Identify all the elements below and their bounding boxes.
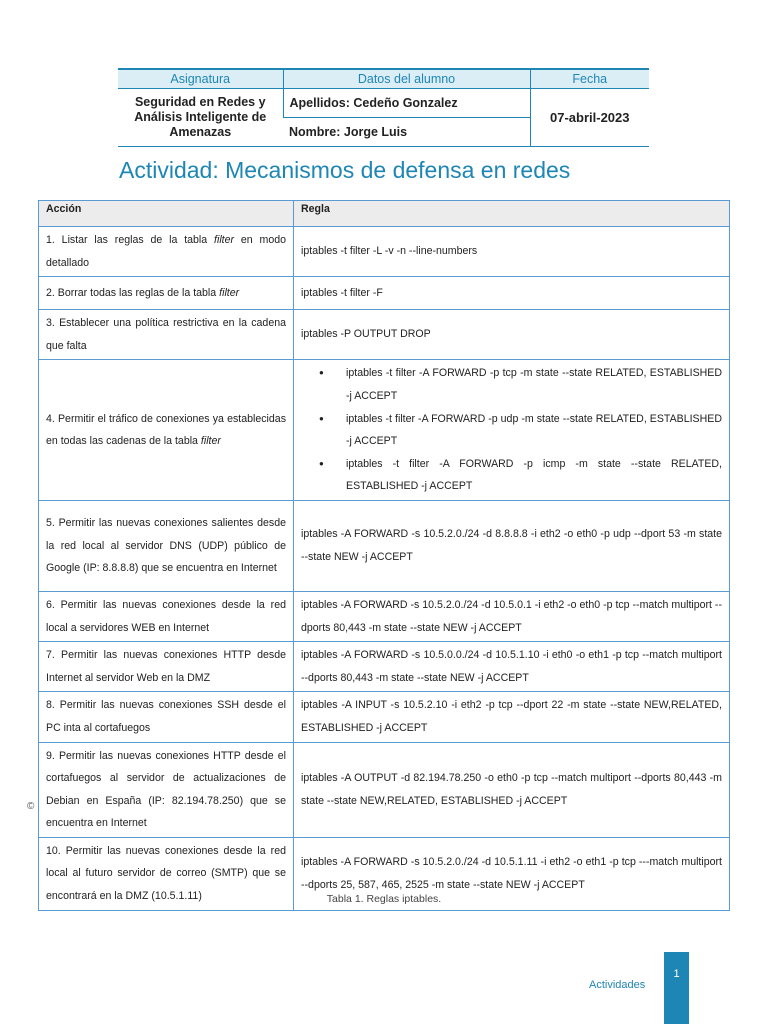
action-cell [39,227,294,277]
action-text: 7. Permitir las nuevas conexiones HTTP desde Internet al servidor Web en la DMZ [46,649,286,684]
rule-list-item: ● iptables -t filter -A FORWARD -p udp -m state --state RELATED, ESTABLISHED -j ACCEPT [301,408,722,453]
page-title: Actividad: Mecanismos de defensa en redes [119,157,571,183]
action-text: 10. Permitir las nuevas conexiones desde la red local al futuro servidor de correo (SMTP) que se encontrará en la DMZ (10.5.1.11) [46,844,286,903]
action-text: 4. Permitir el tráfico de conexiones ya establecidas en todas las cadenas de la tabla [46,412,286,448]
action-text: 1. Listar las reglas de la tabla [46,234,215,246]
copyright-symbol: © [27,801,35,812]
rule-text: iptables -A FORWARD -s 10.5.2.0./24 -d 10.5.0.1 -i eth2 -o eth0 -p tcp --match multiport --dports 80,443 -m state --state NEW -j ACCEPT [301,598,722,634]
header-table [118,68,649,147]
rule-cell [294,310,730,360]
rule-text: iptables -A OUTPUT -d 82.194.78.250 -o eth0 -p tcp --match multiport --dports 80,443 -m state --state NEW,RELATED, ESTABLISHED -j ACCEPT [301,772,722,807]
action-text: 6. Permitir las nuevas conexiones desde la red local a servidores WEB en Internet [46,598,286,634]
rule-text: iptables -P OUTPUT DROP [301,328,431,341]
rule-cell [294,277,730,310]
rule-text: iptables -t filter -F [301,286,383,299]
page-number: 1 [673,968,680,980]
rule-text: iptables -t filter -L -v -n --line-numbers [301,245,478,258]
action-text: 3. Establecer una política restrictiva en la cadena que falta [46,317,286,352]
rule-cell [294,227,730,277]
table-row [39,642,730,692]
action-text: 8. Permitir las nuevas conexiones SSH desde el PC inta al cortafuegos [46,699,286,734]
rule-cell [294,692,730,742]
footer-section-label: Actividades [589,979,646,991]
rule-list-item: ● iptables -t filter -A FORWARD -p tcp -m state --state RELATED, ESTABLISHED -j ACCEPT [301,362,722,407]
column-header-rule: Regla [294,201,730,227]
action-cell [39,692,294,742]
action-cell [39,310,294,360]
action-cell [39,360,294,501]
action-cell [39,277,294,310]
date-value: 07-abril-2023 [530,88,649,146]
table-row [39,310,730,360]
table-caption: Tabla 1. Reglas iptables. [326,893,442,905]
table-row [39,360,730,501]
name-value: Nombre: Jorge Luis [283,117,530,146]
rule-list [301,362,722,498]
subject-value: Seguridad en Redes y Análisis Inteligente de Amenazas [118,88,283,146]
rules-table-body [39,227,730,911]
header-date-label: Fecha [530,69,649,88]
action-text: 2. Borrar todas las reglas de la tabla [46,286,220,299]
table-row [39,692,730,742]
rule-text: iptables -A FORWARD -s 10.5.0.0./24 -d 10.5.1.10 -i eth0 -o eth1 -p tcp --match multiport --dports 80,443 -m state --state NEW -j ACCEPT [301,649,722,684]
action-cell [39,500,294,591]
rule-list-item: ● iptables -t filter -A FORWARD -p icmp -m state --state RELATED, ESTABLISHED -j ACCEPT [301,453,722,498]
rule-cell [294,591,730,641]
rule-text: iptables -A FORWARD -s 10.5.2.0./24 -d 8.8.8.8 -i eth2 -o eth0 -p udp --dport 53 -m state --state NEW -j ACCEPT [301,528,722,563]
header-subject-label: Asignatura [118,69,283,88]
action-emphasis: filter [214,234,235,246]
action-cell [39,591,294,641]
table-row [39,277,730,310]
action-text: 5. Permitir las nuevas conexiones salientes desde la red local al servidor DNS (UDP) público de Google (IP: 8.8.8.8) que se encuentra en Internet [46,517,286,575]
action-emphasis: filter [219,286,240,299]
rule-text: iptables -A INPUT -s 10.5.2.10 -i eth2 -p tcp --dport 22 -m state --state NEW,RELATED, ESTABLISHED -j ACCEPT [301,699,722,734]
action-cell [39,742,294,837]
action-cell [39,642,294,692]
table-row [39,500,730,591]
rule-cell [294,360,730,501]
surnames-value: Apellidos: Cedeño Gonzalez [283,88,530,117]
table-row [39,591,730,641]
column-header-action: Acción [39,201,294,227]
table-row [39,227,730,277]
rule-cell [294,642,730,692]
rule-cell [294,500,730,591]
action-emphasis: filter [200,435,221,448]
action-text: 9. Permitir las nuevas conexiones HTTP desde el cortafuegos al servidor de actualizaciones de Debian en España (IP: 82.194.78.250) que se encuentra en Internet [46,749,286,830]
table-row [39,742,730,837]
rule-cell [294,742,730,837]
rule-text: iptables -A FORWARD -s 10.5.2.0./24 -d 10.5.1.11 -i eth2 -o eth1 -p tcp ---match multiport --dports 25, 587, 465, 2525 -m state --state NEW -j ACCEPT [301,856,722,891]
rules-table [38,200,730,911]
header-student-label: Datos del alumno [283,69,530,88]
action-text-end: en modo detallado [46,234,286,269]
footer-page-tab [664,952,689,1024]
